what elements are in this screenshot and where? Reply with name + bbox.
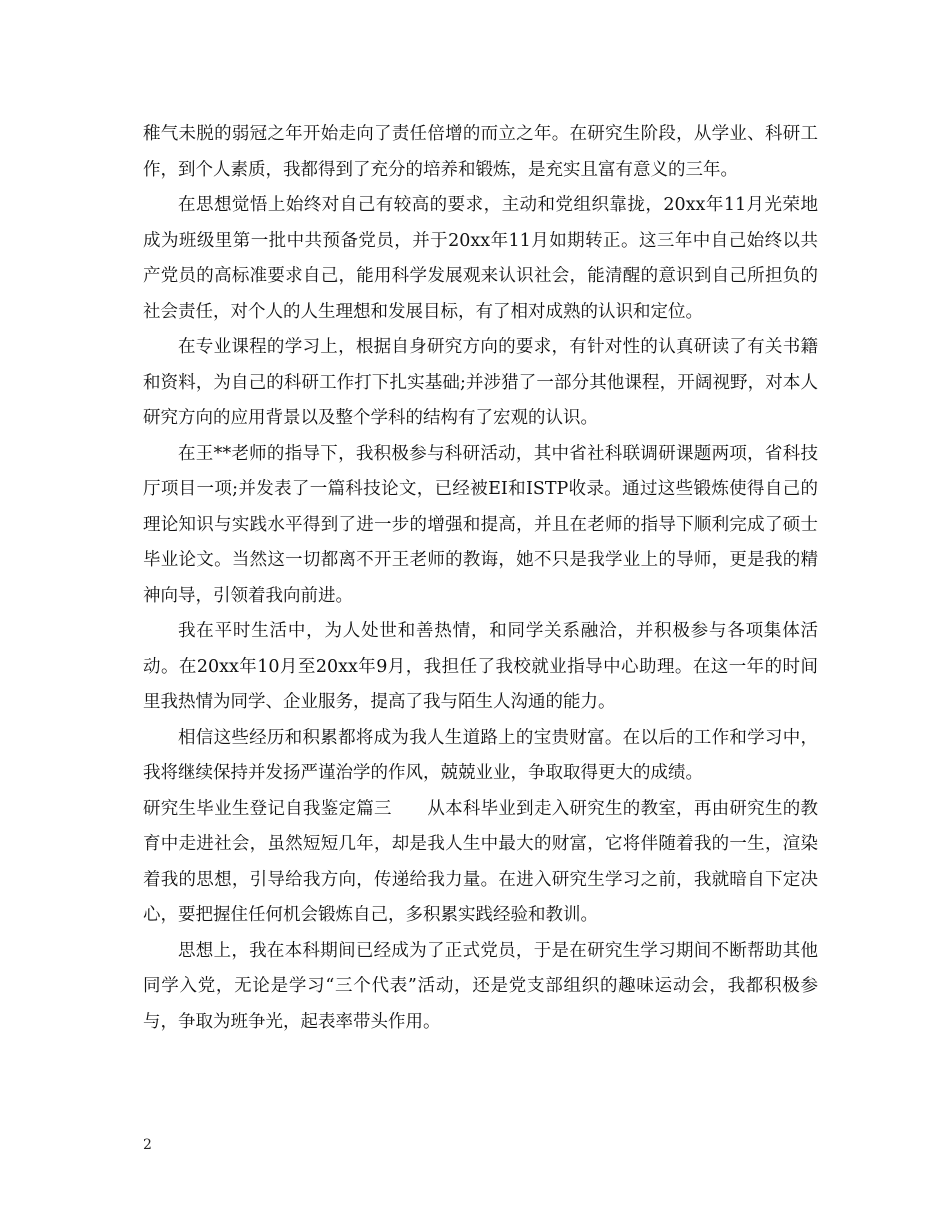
paragraph-coursework: 在专业课程的学习上，根据自身研究方向的要求，有针对性的认真研读了有关书籍和资料，为自己的科研工作打下扎实基础;并涉猎了一部分其他课程，开阔视野，对本人研究方向的应用背景以及整个学科的结构有了宏观的认识。 — [143, 337, 818, 428]
page-number: 2 — [143, 1137, 152, 1153]
paragraph-continuation: 稚气未脱的弱冠之年开始走向了责任倍增的而立之年。在研究生阶段，从学业、科研工作，到个人素质，我都得到了充分的培养和锻炼，是充实且富有意义的三年。 — [143, 124, 818, 180]
paragraph-conclusion: 相信这些经历和积累都将成为我人生道路上的宝贵财富。在以后的工作和学习中，我将继续保持并发扬严谨治学的作风，兢兢业业，争取取得更大的成绩。 — [143, 727, 818, 783]
paragraph-section-three: 研究生毕业生登记自我鉴定篇三 从本科毕业到走入研究生的教室，再由研究生的教育中走进社会，虽然短短几年，却是我人生中最大的财富，它将伴随着我的一生，渲染着我的思想，引导给我方向，传递给我力量。在进入研究生学习之前，我就暗自下定决心，要把握住任何机会锻炼自己，多积累实践经验和教训。 — [143, 798, 818, 925]
paragraph-research: 在王**老师的指导下，我积极参与科研活动，其中省社科联调研课题两项，省科技厅项目一项;并发表了一篇科技论文，已经被EI和ISTP收录。通过这些锻炼使得自己的理论知识与实践水平得到了进一步的增强和提高，并且在老师的指导下顺利完成了硕士毕业论文。当然这一切都离不开王老师的教诲，她不只是我学业上的导师，更是我的精神向导，引领着我向前进。 — [143, 443, 818, 606]
paragraph-life: 我在平时生活中，为人处世和善热情，和同学关系融洽，并积极参与各项集体活动。在20xx年10月至20xx年9月，我担任了我校就业指导中心助理。在这一年的时间里我热情为同学、企业服务，提高了我与陌生人沟通的能力。 — [143, 621, 818, 712]
paragraph-party: 思想上，我在本科期间已经成为了正式党员，于是在研究生学习期间不断帮助其他同学入党，无论是学习“三个代表”活动，还是党支部组织的趣味运动会，我都积极参与，争取为班争光，起表率带头作用。 — [143, 940, 818, 1032]
paragraph-ideology: 在思想觉悟上始终对自己有较高的要求，主动和党组织靠拢，20xx年11月光荣地成为班级里第一批中共预备党员，并于20xx年11月如期转正。这三年中自己始终以共产党员的高标准要求自己，能用科学发展观来认识社会，能清醒的意识到自己所担负的社会责任，对个人的人生理想和发展目标，有了相对成熟的认识和定位。 — [143, 195, 818, 322]
document-body — [143, 117, 818, 1040]
